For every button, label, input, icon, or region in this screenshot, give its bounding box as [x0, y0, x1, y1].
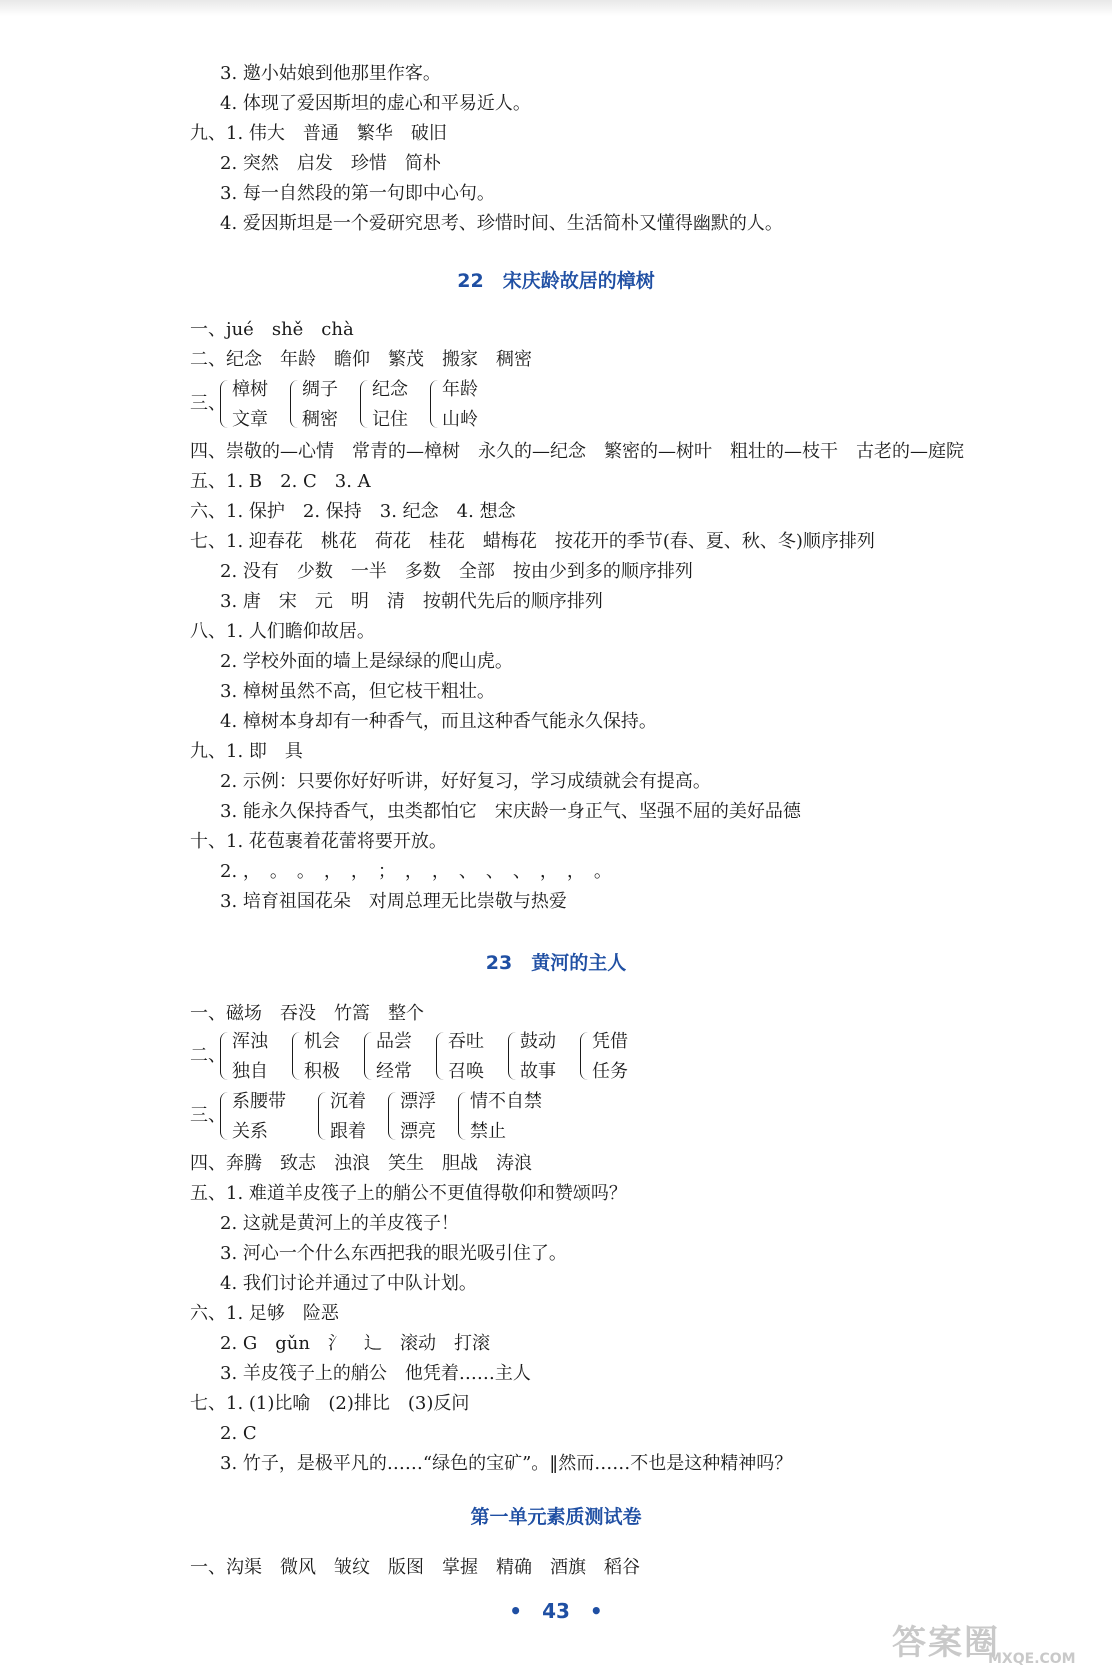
- answer-line: 五、1. B 2. C 3. A: [190, 471, 371, 492]
- brace-mark: [508, 1032, 517, 1080]
- answer-line: 3. 唐 宋 元 明 清 按朝代先后的顺序排列: [220, 591, 603, 612]
- word-top: 品尝: [376, 1031, 412, 1052]
- word-bottom: 漂亮: [400, 1121, 436, 1142]
- word-bottom: 文章: [232, 409, 268, 430]
- brace-mark: [360, 380, 369, 428]
- word-top: 情不自禁: [470, 1091, 542, 1112]
- brace-mark: [458, 1092, 467, 1140]
- word-bottom: 积极: [304, 1061, 340, 1082]
- answer-line: 十、1. 花苞裹着花蕾将要开放。: [190, 831, 447, 852]
- answer-line: 3. 河心一个什么东西把我的眼光吸引住了。: [220, 1243, 567, 1264]
- brace-mark: [364, 1032, 373, 1080]
- answer-line: 一、磁场 吞没 竹篙 整个: [190, 1003, 424, 1024]
- answer-line: 4. 我们讨论并通过了中队计划。: [220, 1273, 477, 1294]
- answer-line: 3. 邀小姑娘到他那里作客。: [220, 63, 441, 84]
- word-bottom: 稠密: [302, 409, 338, 430]
- word-bottom: 记住: [372, 409, 408, 430]
- word-bottom: 召唤: [448, 1061, 484, 1082]
- brace-group-row: [190, 1090, 610, 1146]
- brace-mark: [220, 380, 229, 428]
- brace-group-row: [190, 378, 590, 434]
- word-top: 浑浊: [232, 1031, 268, 1052]
- answer-line: 3. 每一自然段的第一句即中心句。: [220, 183, 495, 204]
- watermark-url: MXQE.COM: [988, 1651, 1076, 1667]
- answer-line: 3. 羊皮筏子上的艄公 他凭着……主人: [220, 1363, 531, 1384]
- answer-line: 2. ， 。 。 ， ， ； ， ， 、 、 、 ， ， 。: [220, 861, 612, 882]
- answer-line: 2. 没有 少数 一半 多数 全部 按由少到多的顺序排列: [220, 561, 693, 582]
- word-bottom: 禁止: [470, 1121, 506, 1142]
- answer-line: 2. 突然 启发 珍惜 简朴: [220, 153, 441, 174]
- answer-line: 七、1. 迎春花 桃花 荷花 桂花 蜡梅花 按花开的季节(春、夏、秋、冬)顺序排列: [190, 531, 875, 552]
- word-top: 漂浮: [400, 1091, 436, 1112]
- answer-line: 2. 这就是黄河上的羊皮筏子！: [220, 1213, 459, 1234]
- answer-line: 2. 学校外面的墙上是绿绿的爬山虎。: [220, 651, 513, 672]
- answer-line: 3. 培育祖国花朵 对周总理无比崇敬与热爱: [220, 891, 567, 912]
- answer-line: 3. 能永久保持香气，虫类都怕它 宋庆龄一身正气、坚强不屈的美好品德: [220, 801, 801, 822]
- word-top: 机会: [304, 1031, 340, 1052]
- word-top: 绸子: [302, 379, 338, 400]
- answer-line: 六、1. 足够 险恶: [190, 1303, 339, 1324]
- answer-line: 二、纪念 年龄 瞻仰 繁茂 搬家 稠密: [190, 349, 532, 370]
- brace-mark: [430, 380, 439, 428]
- brace-mark: [292, 1032, 301, 1080]
- answer-line: 2. C: [220, 1423, 257, 1444]
- word-top: 沉着: [330, 1091, 366, 1112]
- word-top: 鼓动: [520, 1031, 556, 1052]
- answer-line: 五、1. 难道羊皮筏子上的艄公不更值得敬仰和赞颂吗？: [190, 1183, 627, 1204]
- word-top: 纪念: [372, 379, 408, 400]
- answer-line: 3. 樟树虽然不高，但它枝干粗壮。: [220, 681, 495, 702]
- word-bottom: 任务: [592, 1061, 628, 1082]
- brace-mark: [220, 1092, 229, 1140]
- answer-line: 八、1. 人们瞻仰故居。: [190, 621, 375, 642]
- section-heading-unit-test: 第一单元素质测试卷: [470, 1506, 642, 1528]
- answer-line: 4. 体现了爱因斯坦的虚心和平易近人。: [220, 93, 531, 114]
- word-top: 凭借: [592, 1031, 628, 1052]
- word-bottom: 关系: [232, 1121, 268, 1142]
- word-top: 系腰带: [232, 1091, 286, 1112]
- answer-line: 2. 示例：只要你好好听讲，好好复习，学习成绩就会有提高。: [220, 771, 711, 792]
- brace-mark: [388, 1092, 397, 1140]
- section-heading-23: 23 黄河的主人: [485, 952, 627, 974]
- watermark-logo: [892, 1615, 1082, 1667]
- question-label: 三、: [190, 1105, 226, 1126]
- answer-line: 七、1. (1)比喻 (2)排比 (3)反问: [190, 1393, 470, 1414]
- word-bottom: 经常: [376, 1061, 412, 1082]
- word-top: 年龄: [442, 379, 478, 400]
- brace-mark: [580, 1032, 589, 1080]
- answer-line: 4. 樟树本身却有一种香气，而且这种香气能永久保持。: [220, 711, 657, 732]
- answer-line: 2. G gǔn 氵 ⻌ 滚动 打滚: [220, 1333, 490, 1354]
- answer-line: 四、崇敬的—心情 常青的—樟树 永久的—纪念 繁密的—树叶 粗壮的—枝干 古老的—庭院: [190, 441, 964, 462]
- brace-mark: [436, 1032, 445, 1080]
- answer-line: 九、1. 伟大 普通 繁华 破旧: [190, 123, 447, 144]
- answer-line: 九、1. 即 具: [190, 741, 303, 762]
- word-bottom: 跟着: [330, 1121, 366, 1142]
- answer-line: 四、奔腾 致志 浊浪 笑生 胆战 涛浪: [190, 1153, 532, 1174]
- brace-mark: [220, 1032, 229, 1080]
- answer-line: 3. 竹子，是极平凡的……“绿色的宝矿”。‖然而……不也是这种精神吗？: [220, 1453, 793, 1474]
- watermark-text: 答案圈: [892, 1623, 1000, 1663]
- section-heading-22: 22 宋庆龄故居的樟树: [457, 270, 655, 292]
- word-top: 吞吐: [448, 1031, 484, 1052]
- word-bottom: 山岭: [442, 409, 478, 430]
- brace-group-row: [190, 1030, 690, 1086]
- brace-mark: [290, 380, 299, 428]
- question-label: 二、: [190, 1045, 226, 1066]
- page-number: • 43 •: [509, 1599, 603, 1623]
- answer-line: 4. 爱因斯坦是一个爱研究思考、珍惜时间、生活简朴又懂得幽默的人。: [220, 213, 783, 234]
- scan-edge: [0, 0, 1112, 16]
- word-bottom: 独自: [232, 1061, 268, 1082]
- answer-line: 六、1. 保护 2. 保持 3. 纪念 4. 想念: [190, 501, 516, 522]
- question-label: 三、: [190, 393, 226, 414]
- answer-line: 一、沟渠 微风 皱纹 版图 掌握 精确 酒旗 稻谷: [190, 1557, 640, 1578]
- answer-line: 一、jué shě chà: [190, 319, 354, 340]
- brace-mark: [318, 1092, 327, 1140]
- word-bottom: 故事: [520, 1061, 556, 1082]
- word-top: 樟树: [232, 379, 268, 400]
